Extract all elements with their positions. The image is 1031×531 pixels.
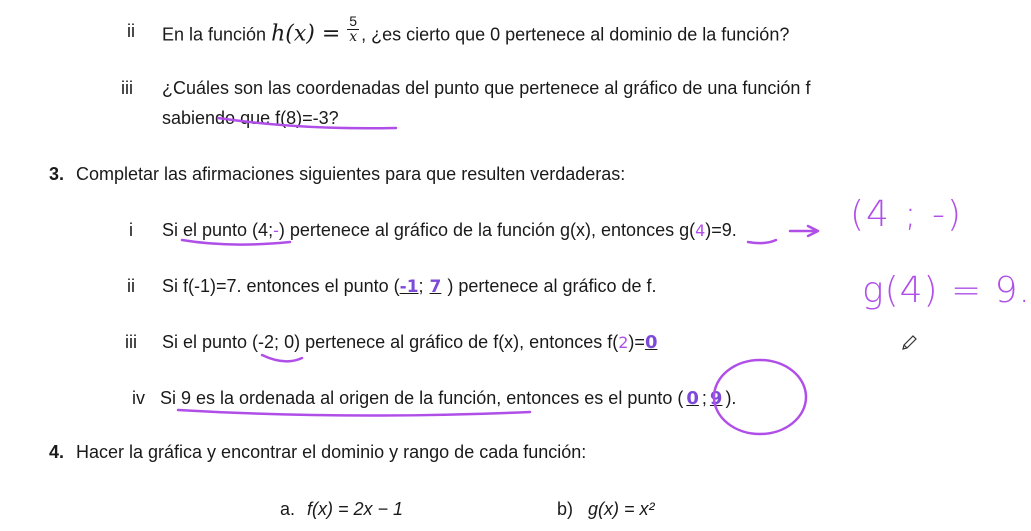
handwritten-answer: 0 [686,388,699,409]
q2-iii-line2: sabiendo que f(8)=-3? [162,108,339,128]
q3-i-part-a: Si el punto (4; [162,220,274,240]
q3-i-part-c: )=9. [705,220,737,240]
arrow-icon [790,226,818,236]
q3-i-text [162,219,737,242]
question-title: Completar las afirmaciones siguientes para que resulten verdaderas: [76,164,626,184]
q3-iv-part-b: ; [701,388,707,408]
fraction-numerator: 5 [349,13,358,29]
q3-i-part-b: ) pertenece al gráfico de la función g(x), entonces g( [278,220,696,240]
underline-stroke [178,410,530,416]
q3-iv-text [160,387,736,410]
fraction [347,14,359,45]
q3-ii-part-c: ) pertenece al gráfico de f. [447,276,657,296]
item-label: a. [280,499,296,519]
item-numeral: iii [121,78,133,98]
item-numeral: iii [125,332,137,352]
q3-iii-text [162,331,661,354]
item-label: b) [557,499,574,519]
handwritten-answer: -1 [399,277,419,297]
q2-ii-text [162,13,790,51]
handwritten-answer: 7 [429,277,442,297]
handwritten-note: g(4) = 9. [862,270,1031,311]
function-f: f(x) = 2x − 1 [307,499,404,519]
question-number: 4. [49,442,65,462]
handwritten-answer: 0 [644,332,658,353]
q3-iii-part-a: Si el punto (-2; 0) pertenece al gráfico de f(x), entonces f( [162,332,619,352]
item-numeral: i [129,220,133,240]
q3-ii-text [162,275,657,298]
handwritten-note: (4 ; -) [850,194,963,235]
question-number: 3. [49,164,65,184]
handwritten-answer: 9 [709,388,723,409]
handwritten-answer: 2 [618,333,629,352]
function-g: g(x) = x² [588,499,655,519]
h-function-label: h(x) = [271,21,341,47]
fraction-denominator: x [349,29,358,45]
handwritten-answer: 4 [695,221,706,240]
underline-stroke [262,355,302,361]
q3-iii-part-b: )= [628,332,645,352]
item-numeral: iv [132,388,145,408]
question-title: Hacer la gráfica y encontrar el dominio y rango de cada función: [76,442,587,462]
q2-ii-prefix: En la función [162,24,267,45]
item-numeral: ii [127,21,135,41]
handwritten-answer: - [273,221,279,240]
q2-iii-line1: ¿Cuáles son las coordenadas del punto que pertenece al gráfico de una función f [162,78,811,98]
q3-iv-part-c: ). [725,388,737,408]
item-numeral: ii [127,276,135,296]
q2-ii-suffix: , ¿es cierto que 0 pertenece al dominio de la función? [361,24,790,45]
pencil-icon [900,334,918,352]
q3-ii-part-b: ; [418,276,424,296]
underline-stroke [748,240,776,243]
q3-ii-part-a: Si f(-1)=7. entonces el punto ( [162,276,400,296]
q3-iv-part-a: Si 9 es la ordenada al origen de la función, entonces es el punto ( [160,388,684,408]
